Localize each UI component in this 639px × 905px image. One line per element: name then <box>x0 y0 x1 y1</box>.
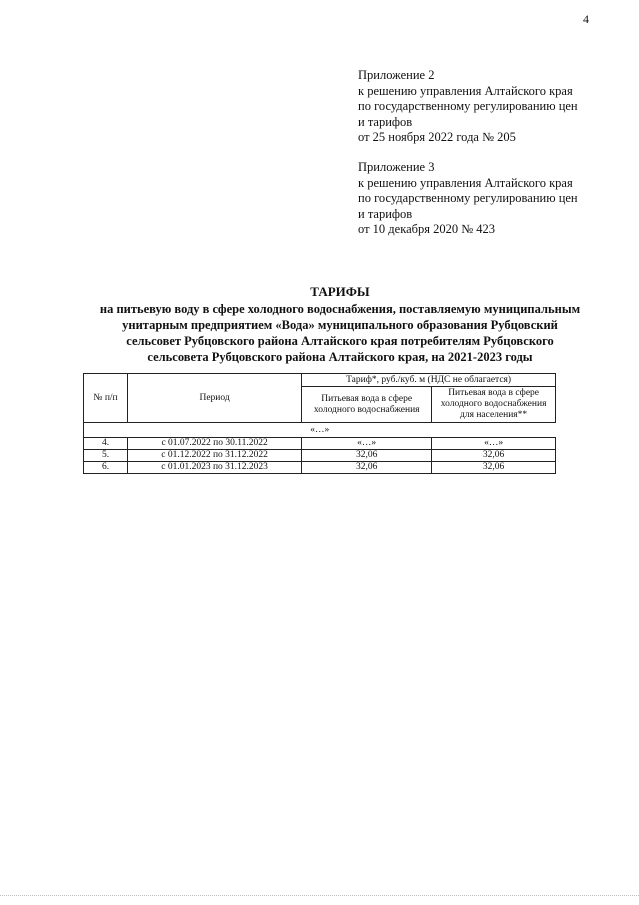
title-line: унитарным предприятием «Вода» муниципального образования Рубцовский <box>122 318 558 332</box>
title-line: на питьевую воду в сфере холодного водоснабжения, поставляемую муниципальным <box>99 302 581 316</box>
appendix-3-line: от 10 декабря 2020 № 423 <box>358 222 496 237</box>
appendix-3-line: и тарифов <box>358 206 413 221</box>
cell-period: с 01.01.2023 по 31.12.2023 <box>128 462 302 474</box>
cell-tariff-b: «…» <box>432 438 556 450</box>
header-col-a: Питьевая вода в сфере холодного водоснабжения <box>302 387 432 423</box>
table-row <box>84 462 556 474</box>
page-number: 4 <box>583 12 589 26</box>
appendix-3-line: к решению управления Алтайского края <box>358 175 573 190</box>
title-line: сельсовета Рубцовского района Алтайского края, на 2021-2023 годы <box>147 350 533 364</box>
cell-num: 4. <box>84 438 128 450</box>
table-header-row <box>84 374 556 387</box>
cell-tariff-a: 32,06 <box>302 462 432 474</box>
header-tariff-group: Тариф*, руб./куб. м (НДС не облагается) <box>302 374 556 387</box>
table-row <box>84 450 556 462</box>
title-line: сельсовет Рубцовского района Алтайского края потребителям Рубцовского <box>126 334 554 348</box>
table-row <box>84 438 556 450</box>
cell-tariff-a: 32,06 <box>302 450 432 462</box>
tariff-table <box>83 373 556 474</box>
table-ellipsis-row <box>84 423 556 438</box>
ellipsis-cell: «…» <box>84 423 556 438</box>
cell-period: с 01.12.2022 по 31.12.2022 <box>128 450 302 462</box>
title-heading: ТАРИФЫ <box>310 284 370 299</box>
footer-divider <box>0 895 639 896</box>
cell-num: 5. <box>84 450 128 462</box>
appendix-2-line: по государственному регулированию цен <box>358 99 578 114</box>
header-col-b: Питьевая вода в сфере холодного водоснабжения для населения** <box>432 387 556 423</box>
appendix-3-line: Приложение 3 <box>358 160 435 174</box>
cell-tariff-b: 32,06 <box>432 450 556 462</box>
appendix-3-block <box>358 160 608 238</box>
header-num: № п/п <box>84 374 128 423</box>
appendix-2-line: и тарифов <box>358 114 413 129</box>
cell-period: с 01.07.2022 по 30.11.2022 <box>128 438 302 450</box>
appendix-3-line: по государственному регулированию цен <box>358 191 578 206</box>
cell-num: 6. <box>84 462 128 474</box>
cell-tariff-a: «…» <box>302 438 432 450</box>
header-period: Период <box>128 374 302 423</box>
appendix-2-block <box>358 68 608 146</box>
appendix-2-line: от 25 ноября 2022 года № 205 <box>358 130 516 145</box>
cell-tariff-b: 32,06 <box>432 462 556 474</box>
appendix-2-line: Приложение 2 <box>358 68 435 82</box>
document-title <box>60 284 620 365</box>
appendix-2-line: к решению управления Алтайского края <box>358 83 573 98</box>
